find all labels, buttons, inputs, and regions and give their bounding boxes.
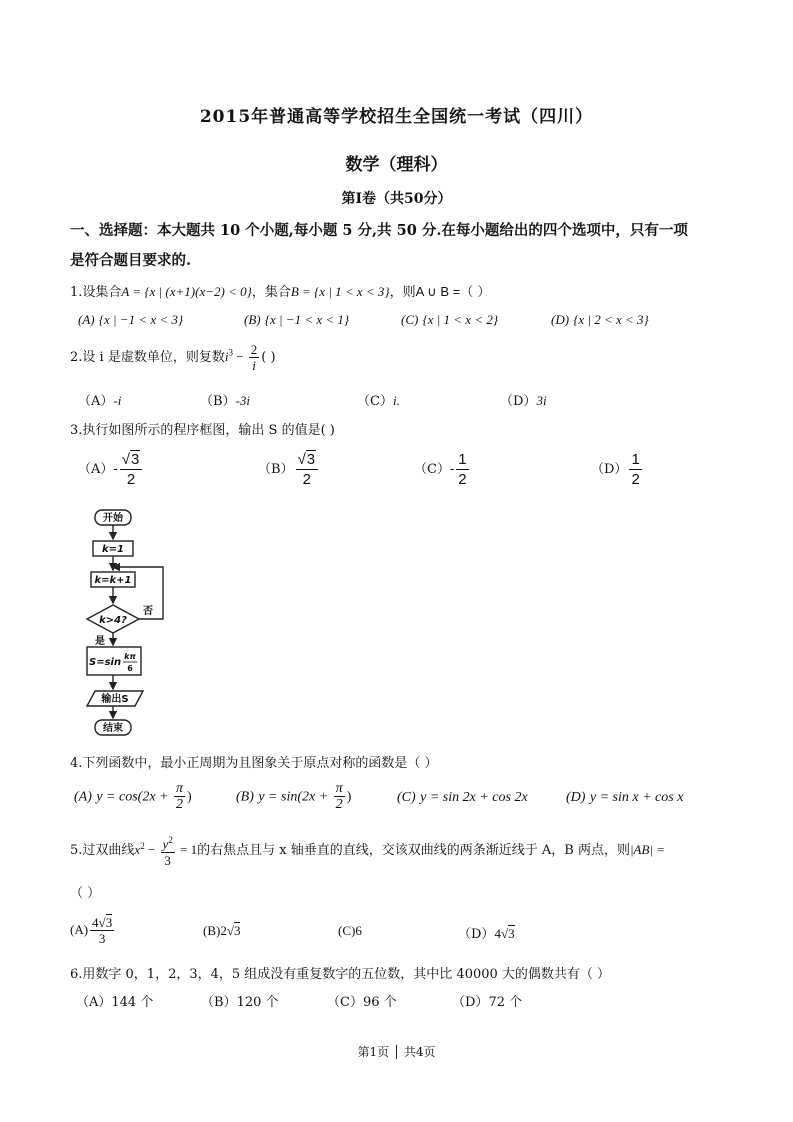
q4-option-b: (B) y = sin(2x + $\frac{\pi}{2}$ ): [236, 781, 352, 812]
q4-option-a: (A) y = cos(2x + $\frac{\pi}{2}$ ): [74, 781, 192, 812]
flowchart-init-label: k=1: [102, 544, 124, 555]
q3-option-c: （C）- $\frac{1}{2}$: [414, 451, 467, 488]
q2-option-a: （A）-i: [78, 393, 122, 409]
flowchart: [75, 506, 195, 738]
flowchart-assign-label: S=sin: [89, 657, 122, 668]
section-instructions-line1: 一、选择题：本大题共 10 个小题,每小题 5 分,共 50 分.在每小题给出的四个选项中，只有一项: [70, 222, 688, 239]
q5-option-c: (C)6: [338, 923, 362, 938]
q3-option-d: （D） $\frac{1}{2}$: [591, 451, 640, 488]
q2-option-b: （B）-3i: [200, 393, 251, 409]
flowchart-condition-label: k>4?: [99, 615, 127, 626]
flowchart-output-label: 输出S: [101, 694, 129, 705]
q1-option-c: (C) {x | 1 < x < 2}: [401, 312, 499, 327]
flowchart-step-label: k=k+1: [94, 575, 132, 586]
q2-blank: ( ): [261, 350, 276, 365]
flowchart-assign-den: 6: [127, 664, 133, 673]
q5-blank: （ ）: [70, 886, 101, 901]
paper-title: 2015年普通高等学校招生全国统一考试（四川）: [199, 107, 594, 127]
q4-option-d: (D) y = sin x + cos x: [566, 790, 684, 805]
q1-post: ，则: [389, 285, 416, 300]
q1-option-a: (A) {x | −1 < x < 3}: [78, 312, 184, 327]
flowchart-yes-label: 是: [95, 636, 105, 647]
q1-option-d: (D) {x | 2 < x < 3}: [551, 312, 649, 327]
q4-option-c: (C) y = sin 2x + cos 2x: [397, 790, 528, 805]
question-1: [70, 281, 490, 300]
q3-option-a: （A）- $\frac{√3}{2}$: [78, 450, 144, 489]
flowchart-start-label: 开始: [103, 513, 123, 524]
q1-pre: 1.设集合: [70, 285, 122, 300]
q1-mid: ，集合: [251, 285, 291, 300]
q1-option-b: (B) {x | −1 < x < 1}: [244, 312, 350, 327]
question-4: 4.下列函数中，最小正周期为且图象关于原点对称的函数是（ ）: [70, 756, 438, 771]
q1-blank: （ ）: [460, 285, 491, 300]
q2-option-c: （C）i.: [357, 393, 400, 409]
volume-heading: 第Ⅰ卷（共50分）: [341, 191, 452, 207]
q6-option-b: （B）120 个: [201, 995, 279, 1010]
question-6: 6.用数字 0，1，2，3，4，5 组成没有重复数字的五位数，其中比 40000 大的偶数共有（ ）: [70, 967, 611, 982]
q6-option-a: （A）144 个: [76, 995, 154, 1010]
paper-subtitle: 数学（理科）: [345, 155, 448, 175]
q5-option-a: (A) $\frac{4√3}{3}$: [70, 915, 113, 946]
question-5: 5.过双曲线$x^2$ − $\frac{y^2}{3}$ = 1的右焦点且与 x 轴垂直的直线，交该双曲线的两条渐近线于 A，B 两点，则|AB| =: [70, 835, 666, 869]
q2-fraction: $\frac{2}{i}$: [250, 342, 258, 373]
flowchart-assign-num: kπ: [124, 652, 136, 661]
q6-option-c: （C）96 个: [327, 995, 397, 1010]
q1-union: A ∪ B =: [415, 284, 461, 299]
q5-option-d: （D）4√3: [458, 926, 515, 942]
flowchart-no-label: 否: [143, 606, 153, 617]
q5-option-b: (B)2√3: [203, 923, 241, 938]
q2-pre: 2.设 i 是虚数单位，则复数: [70, 350, 225, 365]
q2-option-d: （D）3i: [500, 393, 547, 409]
q1-set-b: B = {x | 1 < x < 3}: [290, 284, 390, 299]
q1-set-a: A = {x | (x+1)(x−2) < 0}: [121, 284, 252, 299]
flowchart-end-label: 结束: [103, 723, 123, 734]
page-footer: 第1页 │ 共4页: [357, 1045, 436, 1059]
q3-option-b: （B） $\frac{√3}{2}$: [258, 450, 320, 489]
q6-option-d: （D）72 个: [452, 995, 523, 1010]
section-instructions-line2: 是符合题目要求的.: [70, 252, 192, 269]
question-3: 3.执行如图所示的程序框图，输出 S 的值是( ): [70, 423, 335, 438]
question-2: 2.设 i 是虚数单位，则复数$i^3$ − $\frac{2}{i}$ ( ): [70, 342, 276, 373]
